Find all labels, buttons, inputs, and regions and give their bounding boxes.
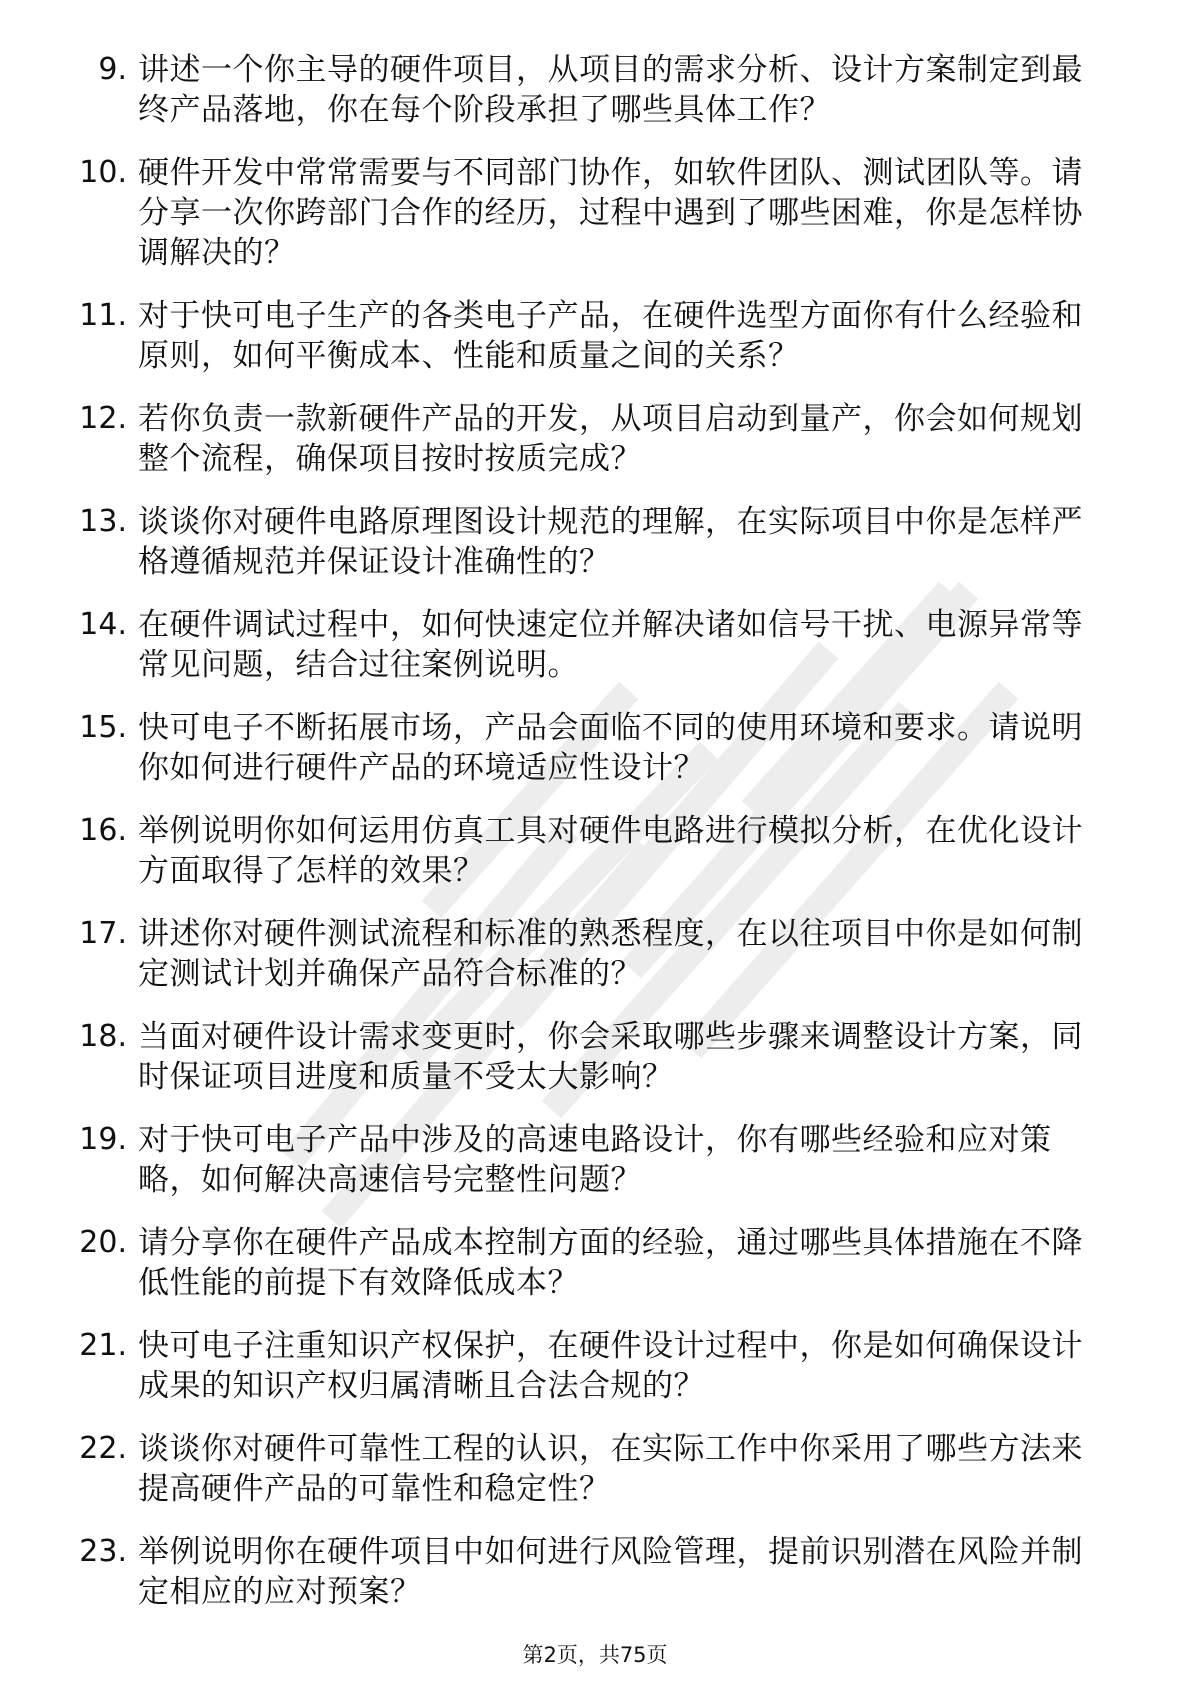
list-item — [60, 502, 1120, 582]
question-list — [60, 50, 1120, 1635]
question-number: 14. — [79, 607, 127, 642]
list-item — [60, 296, 1120, 376]
question-text: 快可电子注重知识产权保护，在硬件设计过程中，你是如何确保设计成果的知识产权归属清晰且合法合规的？ — [138, 1328, 1083, 1404]
question-number: 19. — [79, 1122, 127, 1157]
question-text: 请分享你在硬件产品成本控制方面的经验，通过哪些具体措施在不降低性能的前提下有效降低成本？ — [138, 1225, 1083, 1301]
question-text: 当面对硬件设计需求变更时，你会采取哪些步骤来调整设计方案，同时保证项目进度和质量不受太大影响？ — [138, 1019, 1083, 1095]
list-item — [60, 1429, 1120, 1509]
question-text: 举例说明你在硬件项目中如何进行风险管理，提前识别潜在风险并制定相应的应对预案？ — [138, 1534, 1083, 1610]
question-number: 13. — [79, 504, 127, 539]
question-number: 16. — [79, 813, 127, 848]
question-text: 举例说明你如何运用仿真工具对硬件电路进行模拟分析，在优化设计方面取得了怎样的效果？ — [138, 813, 1083, 889]
list-item — [60, 1326, 1120, 1406]
question-number: 15. — [79, 710, 127, 745]
question-number: 18. — [79, 1019, 127, 1054]
question-number: 9. — [98, 52, 127, 87]
question-number: 22. — [79, 1431, 127, 1466]
question-text: 对于快可电子生产的各类电子产品，在硬件选型方面你有什么经验和原则，如何平衡成本、性能和质量之间的关系？ — [138, 298, 1083, 374]
question-text: 若你负责一款新硬件产品的开发，从项目启动到量产，你会如何规划整个流程，确保项目按时按质完成？ — [138, 401, 1083, 477]
list-item — [60, 811, 1120, 891]
question-text: 讲述你对硬件测试流程和标准的熟悉程度，在以往项目中你是如何制定测试计划并确保产品符合标准的？ — [138, 916, 1083, 992]
list-item — [60, 914, 1120, 994]
question-text: 对于快可电子产品中涉及的高速电路设计，你有哪些经验和应对策略，如何解决高速信号完整性问题？ — [138, 1122, 1052, 1198]
list-item — [60, 1532, 1120, 1612]
list-item — [60, 1120, 1120, 1200]
list-item — [60, 153, 1120, 273]
question-number: 17. — [79, 916, 127, 951]
question-number: 12. — [79, 401, 127, 436]
question-text: 在硬件调试过程中，如何快速定位并解决诸如信号干扰、电源异常等常见问题，结合过往案例说明。 — [138, 607, 1083, 683]
list-item — [60, 708, 1120, 788]
page-number: 第2页，共75页 — [522, 1643, 668, 1667]
question-number: 20. — [79, 1225, 127, 1260]
question-text: 谈谈你对硬件电路原理图设计规范的理解，在实际项目中你是怎样严格遵循规范并保证设计准确性的？ — [138, 504, 1083, 580]
question-number: 21. — [79, 1328, 127, 1363]
question-text: 讲述一个你主导的硬件项目，从项目的需求分析、设计方案制定到最终产品落地，你在每个阶段承担了哪些具体工作？ — [138, 52, 1083, 128]
question-text: 快可电子不断拓展市场，产品会面临不同的使用环境和要求。请说明你如何进行硬件产品的环境适应性设计？ — [138, 710, 1083, 786]
question-number: 23. — [79, 1534, 127, 1569]
question-number: 11. — [79, 298, 127, 333]
list-item — [60, 1017, 1120, 1097]
question-number: 10. — [79, 155, 127, 190]
list-item — [60, 399, 1120, 479]
list-item — [60, 50, 1120, 130]
question-text: 硬件开发中常常需要与不同部门协作，如软件团队、测试团队等。请分享一次你跨部门合作的经历，过程中遇到了哪些困难，你是怎样协调解决的？ — [138, 155, 1083, 271]
list-item — [60, 1223, 1120, 1303]
list-item — [60, 605, 1120, 685]
question-text: 谈谈你对硬件可靠性工程的认识，在实际工作中你采用了哪些方法来提高硬件产品的可靠性和稳定性？ — [138, 1431, 1083, 1507]
